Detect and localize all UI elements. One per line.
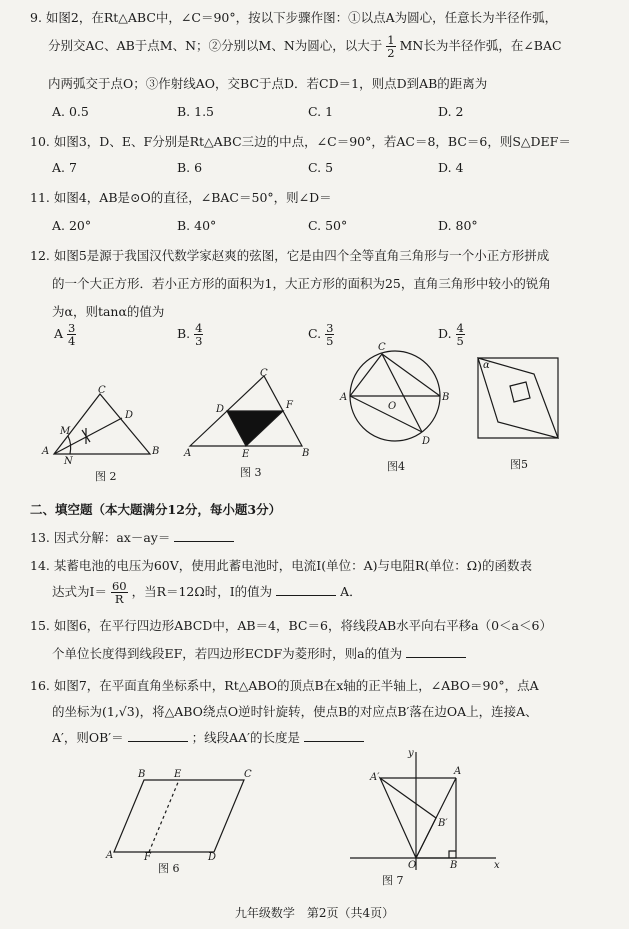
fig2-triangle <box>54 394 150 454</box>
fig2-label-c: C <box>98 385 106 396</box>
q9-frac-den: 2 <box>387 46 395 61</box>
q9-line3: 内两弧交于点O；③作射线AO，交BC于点D．若CD＝1，则点D到AB的距离为 <box>48 76 488 91</box>
q16-line1: 16. 如图7，在平面直角坐标系中，Rt△ABO的顶点B在x轴的正半轴上，∠ABO＝90°，点A <box>30 678 539 693</box>
fig2-label-d: D <box>125 410 134 421</box>
q11-option-b: B. 40° <box>177 218 217 233</box>
q14-line1: 14. 某蓄电池的电压为60V，使用此蓄电池时，电流I(单位：A)与电阻R(单位：Ω)的函数表 <box>30 558 533 573</box>
q9-option-d: D. 2 <box>438 104 464 119</box>
fig6-label-e: E <box>174 769 182 780</box>
q11-text: 11. 如图4，AB是⊙O的直径，∠BAC＝50°，则∠D＝ <box>30 190 332 205</box>
fig7-label-o: O <box>408 860 417 871</box>
q14-line2-c: A． <box>340 584 362 600</box>
fig7-caption: 图 7 <box>382 874 404 887</box>
fig4-label-d: D <box>422 436 431 447</box>
q9-line2 <box>48 34 562 59</box>
q12-option-c <box>308 322 334 347</box>
page-footer: 九年级数学 第2页（共4页） <box>234 906 395 920</box>
q11-option-a: A. 20° <box>52 218 92 233</box>
fig6-label-b: B <box>138 769 146 780</box>
q9-line2-a: 分别交AC、AB于点M、N；②分别以M、N为圆心，以大于 <box>48 38 383 54</box>
q12-option-c-frac <box>325 322 334 347</box>
fig7-right-angle <box>449 851 456 858</box>
section2-title: 二、填空题（本大题满分12分，每小题3分） <box>30 502 282 517</box>
fig3-shaded-triangle <box>227 411 283 446</box>
fig5-caption: 图5 <box>510 458 528 471</box>
fig2-caption: 图 2 <box>95 470 117 483</box>
q12-option-c-num: 3 <box>326 321 334 335</box>
q16-line3 <box>52 728 364 746</box>
q16-answer-blank-2 <box>304 729 364 742</box>
fig2-label-n: N <box>64 456 73 467</box>
q9-line2-b: MN长为半径作弧，在∠BAC <box>399 38 562 54</box>
fig4-chord-cd <box>382 354 422 432</box>
q10-option-d: D. 4 <box>438 160 464 175</box>
fig5-label-alpha: α <box>483 360 490 371</box>
q15-answer-blank <box>406 645 466 658</box>
fig7-label-a: A <box>454 766 462 777</box>
q12-line3: 为α，则tanα的值为 <box>52 304 165 319</box>
q14-frac-num: 60 <box>111 579 127 593</box>
figure-5 <box>474 352 564 446</box>
q12-option-b-frac <box>194 322 203 347</box>
fig4-label-o: O <box>388 401 397 412</box>
q13-answer-blank <box>174 529 234 542</box>
q14-frac-den: R <box>114 592 124 607</box>
q10-option-c: C. 5 <box>308 160 334 175</box>
fig6-caption: 图 6 <box>158 862 180 875</box>
q11-option-c: C. 50° <box>308 218 348 233</box>
q16-line2: 的坐标为(1,√3)，将△ABO绕点O逆时针旋转，使点B的对应点B′落在边OA上，连接A、 <box>52 704 538 719</box>
q14-line2-a: 达式为I＝ <box>52 584 107 600</box>
q11-option-d: D. 80° <box>438 218 478 233</box>
q12-option-b-label: B. <box>177 326 191 342</box>
q16-answer-blank-1 <box>128 729 188 742</box>
fig2-label-b: B <box>152 446 160 457</box>
fig5-inner-square <box>510 382 530 402</box>
figure-6 <box>104 764 254 863</box>
figure-7 <box>346 744 506 874</box>
q12-option-b-num: 4 <box>195 321 203 335</box>
q12-option-d-label: D. <box>438 326 452 342</box>
q12-option-a-den: 4 <box>68 334 76 349</box>
figure-4 <box>340 342 450 450</box>
q12-line2: 的一个大正方形．若小正方形的面积为1，大正方形的面积为25，直角三角形中较小的锐角 <box>52 276 551 291</box>
q10-option-a: A. 7 <box>52 160 77 175</box>
q12-option-d-frac <box>456 322 465 347</box>
q12-option-c-label: C. <box>308 326 322 342</box>
q9-option-a: A. 0.5 <box>52 104 89 119</box>
q12-option-d-den: 5 <box>456 334 464 349</box>
q15-line2 <box>52 644 466 662</box>
q15-line1: 15. 如图6，在平行四边形ABCD中，AB＝4，BC＝6，将线段AB水平向右平移a（0＜a＜6） <box>30 618 552 633</box>
fig6-label-d: D <box>208 852 217 863</box>
fig3-caption: 图 3 <box>240 466 262 479</box>
fig3-label-f: F <box>286 400 293 411</box>
fig4-caption: 图4 <box>387 460 405 473</box>
q12-option-a <box>54 322 76 347</box>
fig7-label-b-prime: B′ <box>438 818 448 829</box>
q9-fraction <box>386 34 395 59</box>
fig2-label-m: M <box>60 426 71 437</box>
q13-label: 13. 因式分解：ax－ay＝ <box>30 530 171 545</box>
fig3-label-e: E <box>242 449 250 460</box>
q15-line2-text: 个单位长度得到线段EF，若四边形ECDF为菱形时，则a的值为 <box>52 646 403 661</box>
q9-frac-num: 1 <box>387 33 395 47</box>
fig7-label-a-prime: A′ <box>370 772 380 783</box>
q12-option-a-num: 3 <box>68 321 76 335</box>
q12-line1: 12. 如图5是源于我国汉代数学家赵爽的弦图，它是由四个全等直角三角形与一个小正方形拼成 <box>30 248 550 263</box>
figure-3 <box>182 368 312 458</box>
q14-line2-b: ，当R＝12Ω时，I的值为 <box>131 584 273 600</box>
fig4-label-b: B <box>442 392 450 403</box>
fig4-chord-ad <box>350 396 422 432</box>
q10-option-b: B. 6 <box>177 160 203 175</box>
fig3-label-b: B <box>302 448 310 459</box>
q12-option-a-label: A <box>54 326 64 342</box>
fig4-label-c: C <box>378 342 386 353</box>
fig5-inner-lines <box>478 358 558 438</box>
figure-2 <box>40 382 160 467</box>
fig6-dashed-ef <box>149 780 179 852</box>
q14-line2 <box>52 580 362 605</box>
fig6-parallelogram <box>114 780 244 852</box>
q16-line3-b: ；线段AA′的长度是 <box>191 730 301 745</box>
q13-text <box>30 528 234 546</box>
q10-text: 10. 如图3，D、E、F分别是Rt△ABC三边的中点，∠C＝90°，若AC＝8，BC＝6，则S△DEF＝ <box>30 134 571 149</box>
q12-option-b-den: 3 <box>195 334 203 349</box>
fig2-arc-mn <box>68 436 71 454</box>
q12-option-a-frac <box>67 322 76 347</box>
fig3-label-d: D <box>216 404 225 415</box>
q16-line3-a: A′，则OB′＝ <box>52 730 124 745</box>
fig6-label-a: A <box>106 850 114 861</box>
q12-option-d-num: 4 <box>456 321 464 335</box>
q9-option-c: C. 1 <box>308 104 334 119</box>
q14-answer-blank <box>276 583 336 596</box>
fig3-label-c: C <box>260 368 268 379</box>
q9-line1: 9. 如图2，在Rt△ABC中，∠C＝90°，按以下步骤作图：①以点A为圆心，任意长为半径作弧， <box>30 10 558 25</box>
q12-option-c-den: 5 <box>326 334 334 349</box>
q12-option-b <box>177 322 203 347</box>
fig4-label-a: A <box>340 392 348 403</box>
fig7-label-b: B <box>450 860 458 871</box>
q12-option-d <box>438 322 465 347</box>
fig7-triangle-rotated <box>380 778 436 858</box>
q9-option-b: B. 1.5 <box>177 104 215 119</box>
fig4-chords-ac-cb <box>350 354 440 396</box>
fig3-label-a: A <box>184 448 192 459</box>
fig7-label-y: y <box>408 748 414 759</box>
fig6-label-f: F <box>144 852 151 863</box>
fig6-label-c: C <box>244 769 252 780</box>
q14-fraction <box>111 580 128 605</box>
fig7-label-x: x <box>494 860 500 871</box>
fig2-label-a: A <box>42 446 50 457</box>
